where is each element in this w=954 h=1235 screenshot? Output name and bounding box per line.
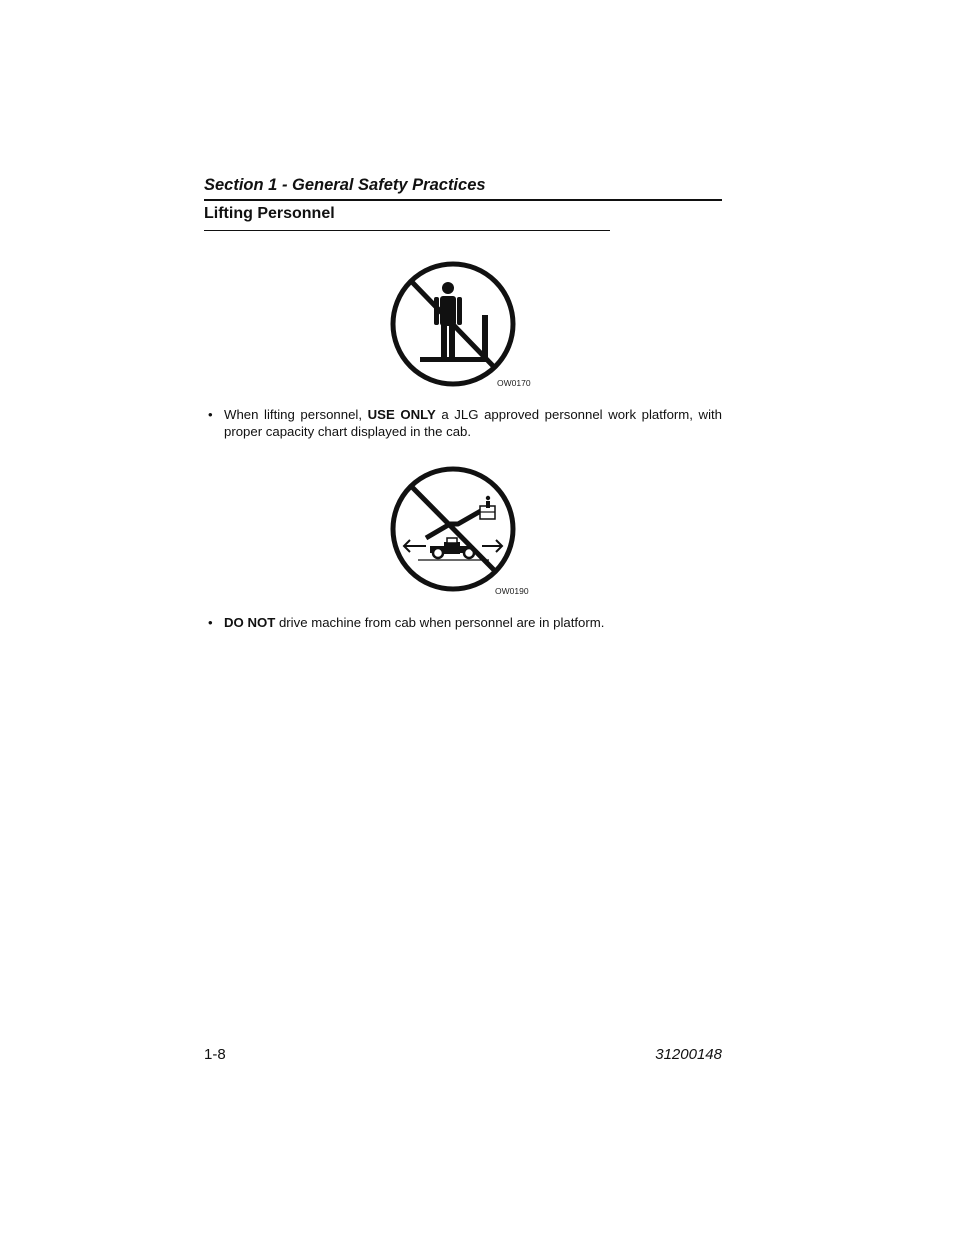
bullet-dot: •: [208, 407, 213, 422]
bullet-text-suffix: a JLG approved personnel work platform, with proper capacity chart displayed in the cab.: [224, 407, 722, 439]
figure-code: OW0190: [495, 586, 529, 596]
section-title: Section 1 - General Safety Practices: [204, 176, 722, 201]
no-riding-on-forks-icon: [390, 259, 520, 389]
page-number: 1-8: [204, 1046, 226, 1063]
subsection-title: Lifting Personnel: [204, 205, 610, 231]
bullet-emphasis: USE ONLY: [367, 407, 436, 422]
figure-no-driving-with-personnel: [390, 466, 520, 596]
figure-code: OW0170: [497, 378, 531, 388]
bullet-dot: •: [208, 615, 213, 630]
bullet-item: [204, 406, 722, 440]
bullet-text-prefix: When lifting personnel,: [224, 407, 368, 422]
bullet-text-suffix: drive machine from cab when personnel are in platform.: [275, 615, 605, 630]
document-number: 31200148: [655, 1046, 722, 1063]
no-driving-with-personnel-icon: [390, 466, 520, 596]
bullet-emphasis: DO NOT: [224, 615, 276, 630]
figure-no-riding-forks: [390, 259, 520, 389]
bullet-item: [204, 614, 722, 631]
